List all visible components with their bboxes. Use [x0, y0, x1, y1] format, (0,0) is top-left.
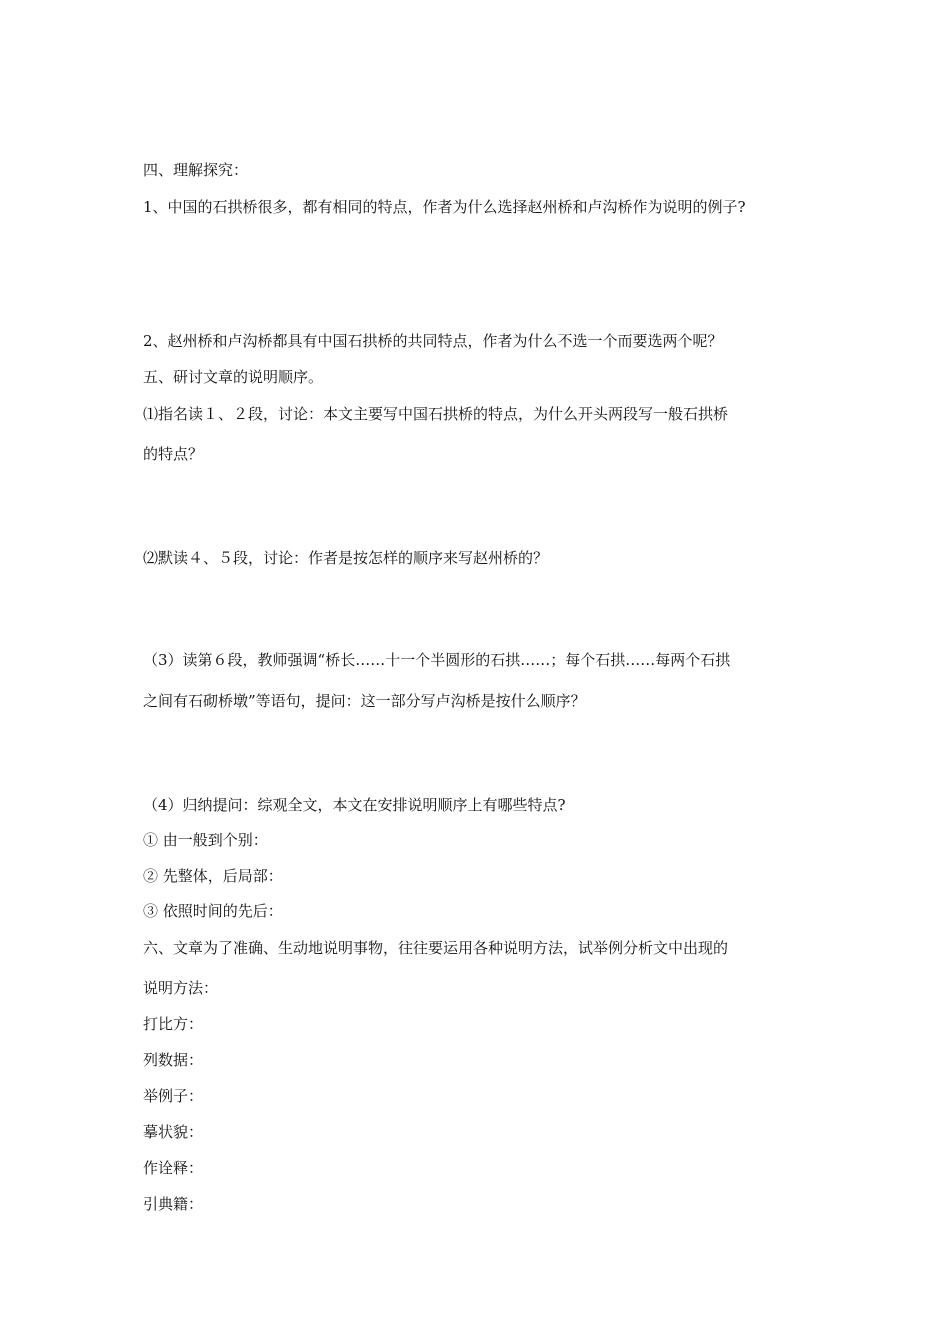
question-2: 2、赵州桥和卢沟桥都具有中国石拱桥的共同特点，作者为什么不选一个而要选两个呢？: [143, 332, 723, 350]
discussion-1-line-1: ⑴指名读１、２段，讨论：本文主要写中国石拱桥的特点，为什么开头两段写一般石拱桥: [143, 405, 729, 423]
section-four-heading: 四、理解探究：: [143, 161, 249, 179]
section-six-line-1: 六、文章为了准确、生动地说明事物，往往要运用各种说明方法，试举例分析文中出现的: [143, 939, 729, 957]
method-data: 列数据：: [143, 1051, 204, 1069]
method-definition: 作诠释：: [143, 1159, 204, 1177]
section-five-heading: 五、研讨文章的说明顺序。: [143, 368, 324, 386]
order-feature-2: ② 先整体，后局部：: [143, 867, 283, 885]
discussion-2: ⑵默读４、５段，讨论：作者是按怎样的顺序来写赵州桥的？: [143, 549, 549, 567]
discussion-3-line-2: 之间有石砌桥墩”等语句，提问：这一部分写卢沟桥是按什么顺序？: [143, 692, 586, 710]
method-description: 摹状貌：: [143, 1123, 204, 1141]
method-analogy: 打比方：: [143, 1015, 204, 1033]
discussion-3-line-1: （3）读第６段，教师强调“桥长……十一个半圆形的石拱……；每个石拱……每两个石拱: [143, 651, 731, 669]
order-feature-1: ① 由一般到个别：: [143, 831, 268, 849]
section-six-line-2: 说明方法：: [143, 979, 219, 997]
order-feature-3: ③ 依照时间的先后：: [143, 902, 283, 920]
discussion-4: （4）归纳提问：综观全文，本文在安排说明顺序上有哪些特点?: [143, 796, 566, 814]
method-citation: 引典籍：: [143, 1195, 204, 1213]
discussion-1-line-2: 的特点？: [143, 445, 204, 463]
question-1: 1、中国的石拱桥很多，都有相同的特点，作者为什么选择赵州桥和卢沟桥作为说明的例子?: [143, 198, 746, 216]
method-example: 举例子：: [143, 1087, 204, 1105]
